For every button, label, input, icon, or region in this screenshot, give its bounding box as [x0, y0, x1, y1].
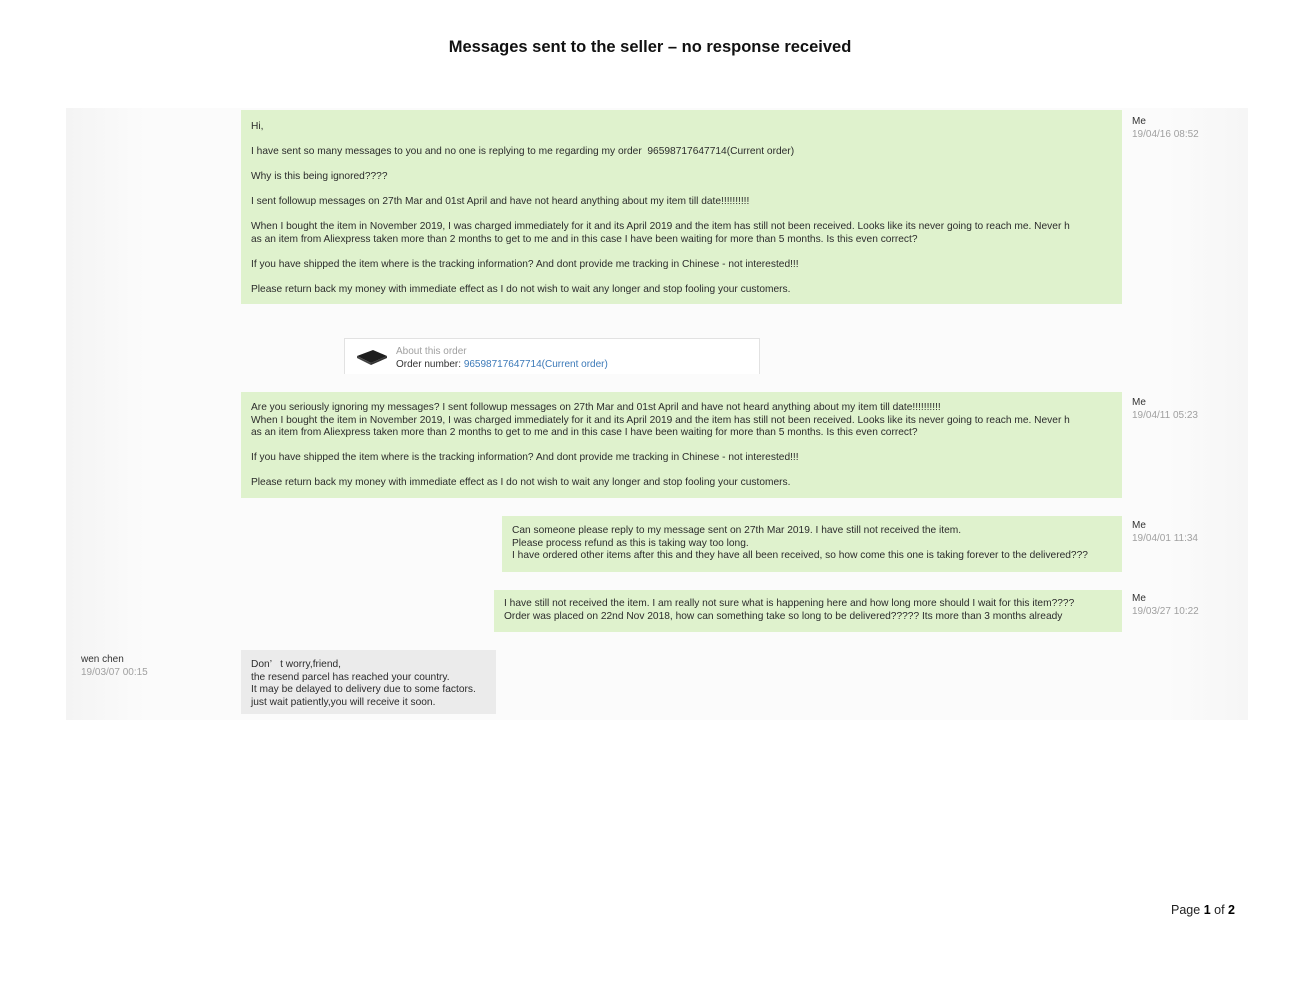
message-text: When I bought the item in November 2019, I was charged immediately for it and its April 2019 and the item has still not been received. Looks like its never going to reach me. Never h as an item from Aliexpress taken more than 2 months to get to me and in this case I have been waiting for more than 5 months. Is this even correct?: [251, 221, 1070, 245]
sender-name: wen chen: [81, 654, 124, 665]
message-text: Why is this being ignored????: [251, 171, 388, 182]
message-text: Please return back my money with immediate effect as I do not wish to wait any longer and stop fooling your customers.: [251, 477, 791, 488]
page-current: 1: [1203, 903, 1211, 917]
message-bubble-sent: [241, 110, 1122, 304]
message-text: If you have shipped the item where is the tracking information? And dont provide me tracking in Chinese - not interested!!!: [251, 258, 799, 270]
product-thumbnail-icon: [355, 348, 389, 366]
page-prefix: Page: [1171, 903, 1201, 917]
message-timestamp: 19/04/11 05:23: [1132, 409, 1198, 421]
message-bubble-received: [241, 650, 496, 714]
order-number-label: Order number:: [396, 359, 462, 370]
message-text: Hi,: [251, 121, 264, 132]
message-text: Can someone please reply to my message sent on 27th Mar 2019. I have still not received the item. Please process refund as this is taking way too long. I have ordered other items after this and they have all been received, so how come this one is taking forever to the delivered???: [512, 525, 1088, 561]
message-meta: [1132, 593, 1199, 618]
sender-name: Me: [1132, 593, 1146, 604]
message-timestamp: 19/04/01 11:34: [1132, 532, 1198, 544]
message-text: If you have shipped the item where is the tracking information? And dont provide me tracking in Chinese - not interested!!!: [251, 452, 799, 463]
sender-name: Me: [1132, 397, 1146, 408]
message-text: I have still not received the item. I am really not sure what is happening here and how long more should I wait for this item???? Order was placed on 22nd Nov 2018, how can something take so long to be delivered????? Its more than 3 months already: [504, 598, 1075, 622]
message-text: Don’ t worry,friend, the resend parcel has reached your country. It may be delayed to delivery due to some factors. just wait patiently,you will receive it soon.: [251, 659, 476, 708]
order-about-label: About this order: [396, 346, 467, 357]
order-number-link[interactable]: 96598717647714(Current order): [463, 359, 608, 370]
document-title: Messages sent to the seller – no response received: [448, 38, 852, 56]
message-text: I sent followup messages on 27th Mar and 01st April and have not heard anything about my item till date!!!!!!!!!!: [251, 196, 750, 207]
message-meta: [1132, 520, 1198, 545]
message-timestamp: 19/03/27 10:22: [1132, 605, 1199, 617]
page-number: [1171, 903, 1235, 917]
order-number-line: [396, 359, 608, 370]
message-meta: [1132, 116, 1199, 141]
message-text: Are you seriously ignoring my messages? I sent followup messages on 27th Mar and 01st April and have not heard anything about my item till date!!!!!!!!!! When I bought the item in November 2019, I was charged immediately for it and its April 2019 and the item has still not been received. Looks like its never going to reach me. Never h as an item from Aliexpress taken more than 2 months to get to me and in this case I have been waiting for more than 5 months. Is this even correct?: [251, 402, 1070, 438]
message-meta: [1132, 397, 1198, 422]
message-meta: [81, 654, 148, 679]
sender-name: Me: [1132, 116, 1146, 127]
message-timestamp: 19/04/16 08:52: [1132, 128, 1199, 140]
order-card[interactable]: [344, 338, 760, 374]
message-text: I have sent so many messages to you and no one is replying to me regarding my order 96598717647714(Current order): [251, 146, 795, 157]
message-bubble-sent: [494, 590, 1122, 632]
message-text: Please return back my money with immediate effect as I do not wish to wait any longer and stop fooling your customers.: [251, 283, 791, 295]
page-total: 2: [1228, 903, 1235, 917]
message-timestamp: 19/03/07 00:15: [81, 666, 148, 678]
sender-name: Me: [1132, 520, 1146, 531]
message-bubble-sent: [241, 392, 1122, 498]
message-bubble-sent: [502, 516, 1122, 572]
page-of: of: [1214, 903, 1225, 917]
